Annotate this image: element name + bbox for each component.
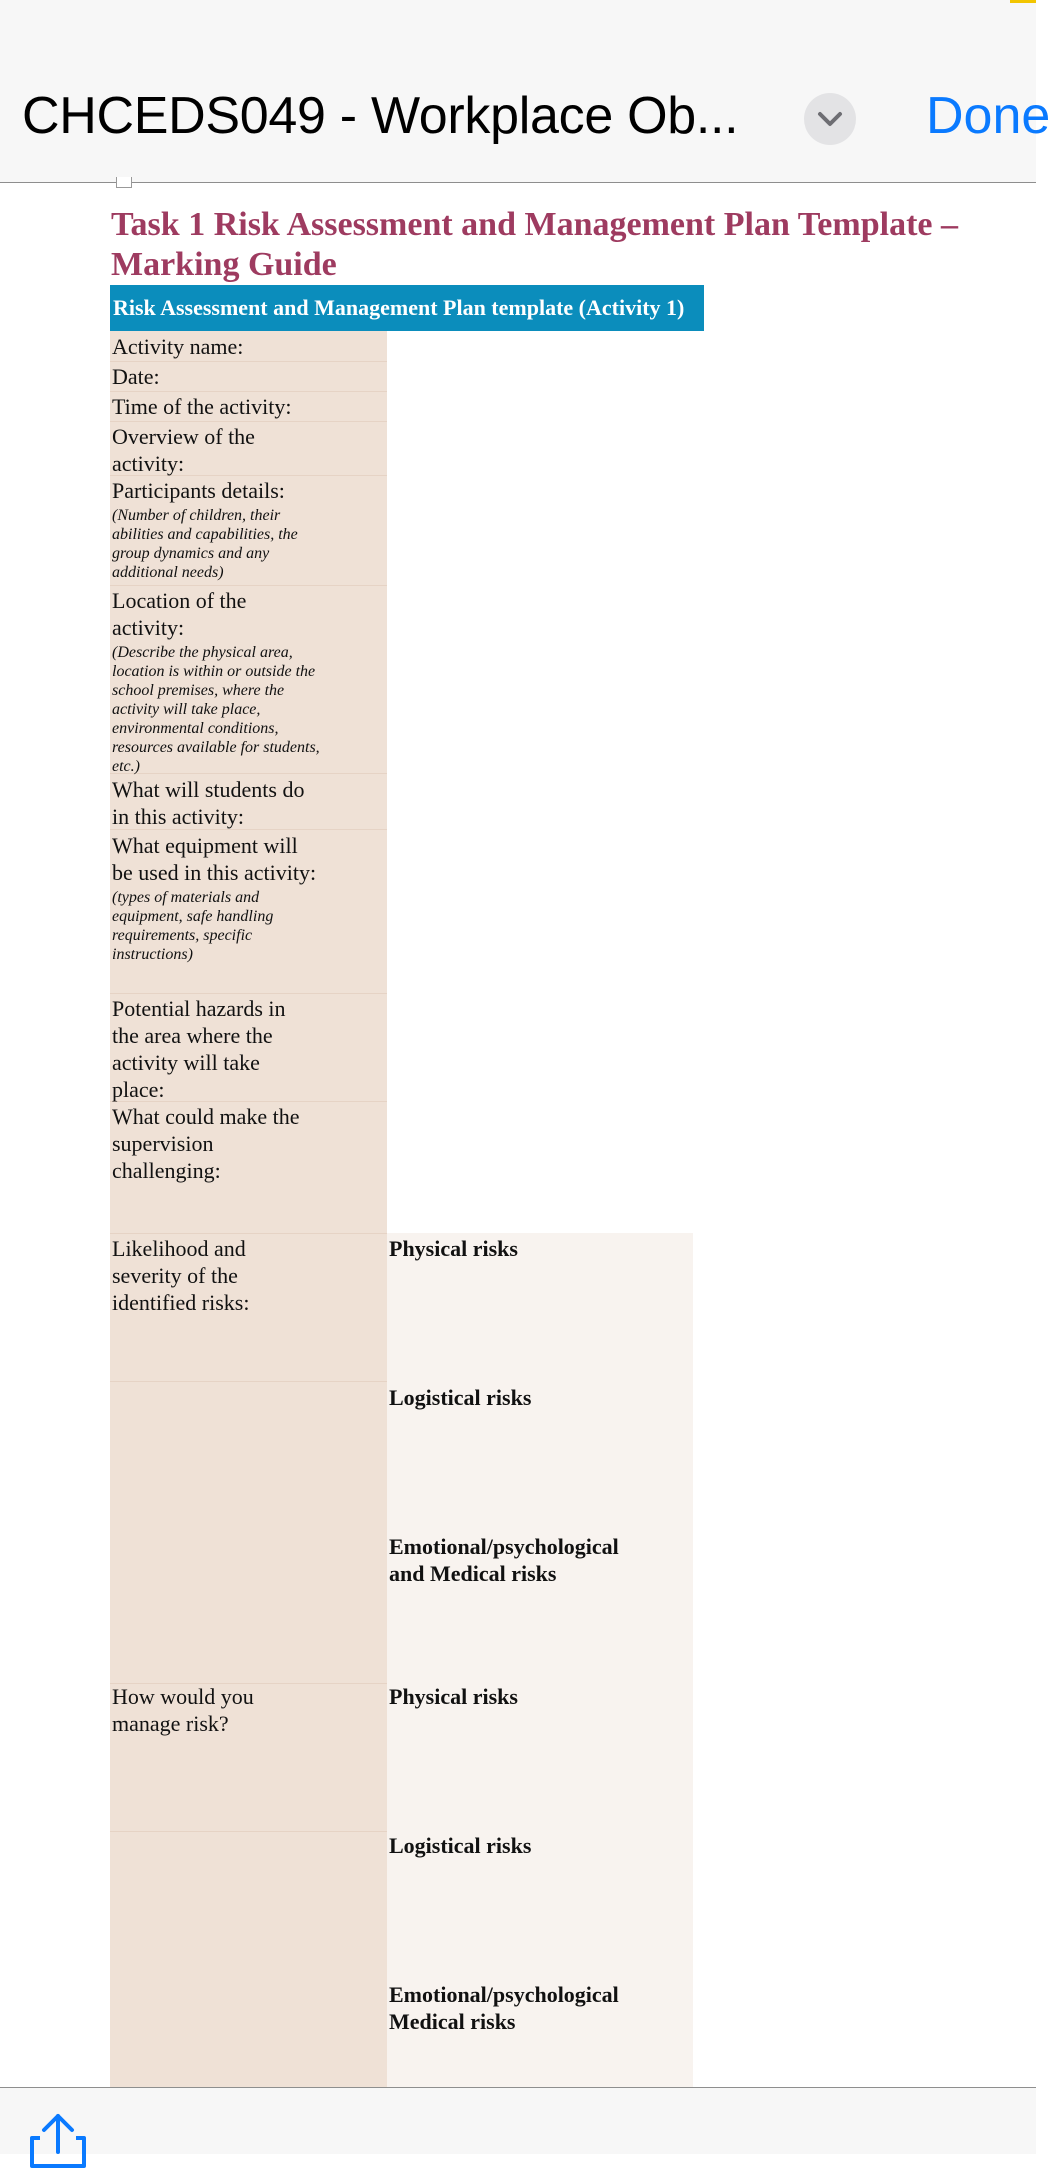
bottom-toolbar [0, 2087, 1036, 2154]
likelihood-logistical-risks: Logistical risks [389, 1385, 532, 1410]
row-label-location [112, 587, 382, 776]
row-label-manage-risk [112, 1683, 272, 1737]
row-label-likelihood [112, 1235, 272, 1316]
row-divider [110, 1381, 387, 1382]
row-divider [110, 585, 387, 586]
row-divider [110, 1831, 387, 1832]
document-title[interactable]: CHCEDS049 - Workplace Ob... [22, 87, 739, 145]
row-divider [110, 993, 387, 994]
row-label-activity-name [112, 333, 382, 360]
row-hint: (Number of children, their abilities and capabilities, the group dynamics and any additional needs) [112, 507, 298, 581]
row-hint: (types of materials and equipment, safe handling requirements, specific instructions) [112, 889, 274, 963]
row-divider [110, 361, 387, 362]
row-label-supervision [112, 1103, 317, 1184]
row-hint: (Describe the physical area, location is within or outside the school premises, where the activity will take place, environmental conditions, resources available for students, etc.) [112, 644, 320, 775]
manage-emotional-medical-risks: Emotional/psychological Medical risks [389, 1982, 619, 2034]
row-label-overview [112, 423, 282, 477]
checkbox-artifact [116, 177, 132, 188]
row-label-text: How would you manage risk? [112, 1684, 254, 1736]
row-label-date [112, 363, 382, 390]
row-divider [110, 1233, 387, 1234]
likelihood-emotional-medical-risks: Emotional/psychological and Medical risks [389, 1534, 619, 1586]
manage-physical-risks: Physical risks [389, 1684, 518, 1709]
likelihood-risk-column [387, 1233, 693, 1683]
row-label-text: Likelihood and severity of the identified risks: [112, 1236, 250, 1315]
row-label-text: Location of the activity: [112, 588, 247, 640]
share-icon [26, 2108, 90, 2168]
document-view[interactable] [0, 183, 1036, 2087]
row-label-text: Date: [112, 364, 160, 389]
row-label-text: Potential hazards in the area where the activity will take place: [112, 996, 286, 1102]
row-divider [110, 421, 387, 422]
row-label-text: What could make the supervision challenging: [112, 1104, 300, 1183]
status-indicator [1010, 0, 1036, 3]
manage-logistical-risks: Logistical risks [389, 1833, 532, 1858]
row-divider [110, 391, 387, 392]
chevron-down-icon [817, 111, 843, 127]
row-label-time [112, 393, 382, 420]
row-label-text: Time of the activity: [112, 394, 292, 419]
title-menu-button[interactable] [804, 93, 856, 145]
likelihood-physical-risks: Physical risks [389, 1236, 518, 1261]
row-label-equipment [112, 832, 382, 964]
table-header: Risk Assessment and Management Plan template (Activity 1) [110, 285, 704, 331]
row-label-student-tasks [112, 776, 327, 830]
row-label-text: Participants details: [112, 478, 285, 503]
row-label-hazards [112, 995, 312, 1103]
row-label-text: Activity name: [112, 334, 244, 359]
done-button[interactable]: Done [926, 87, 1050, 145]
share-button[interactable] [26, 2108, 90, 2173]
row-label-text: Overview of the activity: [112, 424, 255, 476]
document-heading: Task 1 Risk Assessment and Management Plan Template – Marking Guide [111, 206, 958, 283]
row-label-participants [112, 477, 382, 582]
navigation-bar [0, 0, 1050, 183]
row-label-text: What equipment will be used in this activity: [112, 833, 317, 885]
row-label-text: What will students do in this activity: [112, 777, 305, 829]
